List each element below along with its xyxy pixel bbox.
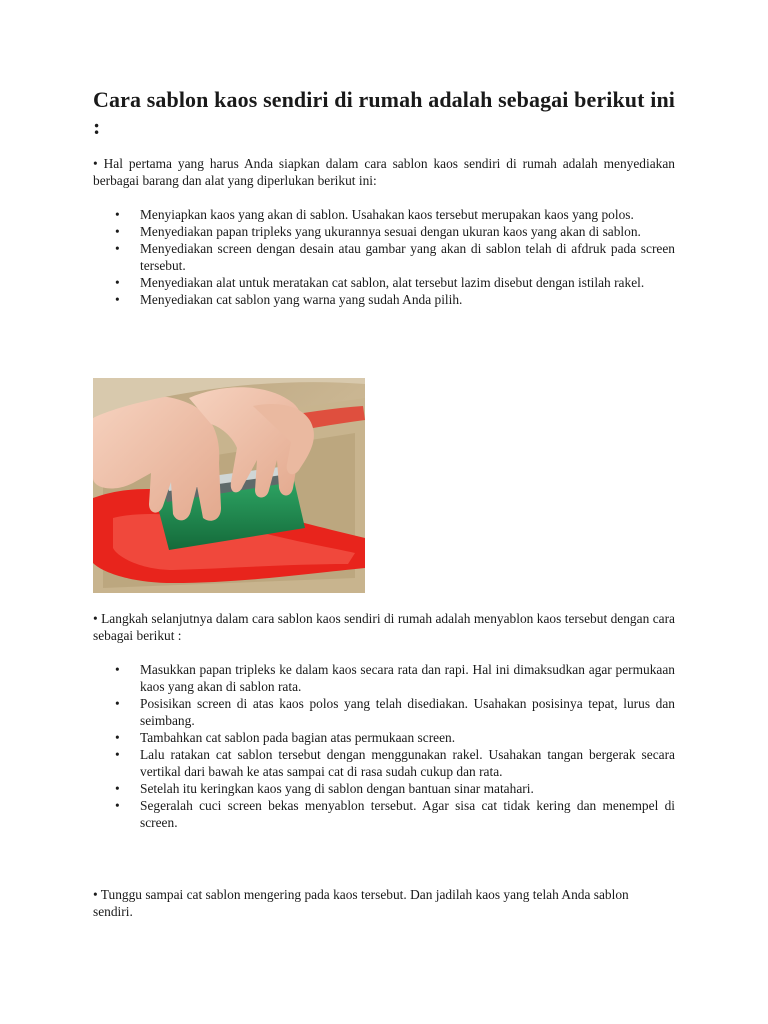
steps-list bbox=[93, 661, 675, 831]
steps-intro-paragraph: • Langkah selanjutnya dalam cara sablon kaos sendiri di rumah adalah menyablon kaos tersebut dengan cara sebagai berikut : bbox=[93, 611, 675, 643]
list-item bbox=[93, 746, 675, 780]
bullet: • bbox=[115, 798, 120, 813]
screen-printing-photo bbox=[93, 378, 365, 593]
list-item-text: Menyediakan papan tripleks yang ukurannya sesuai dengan ukuran kaos yang akan di sablon. bbox=[140, 224, 641, 239]
bullet: • bbox=[115, 241, 120, 256]
list-item bbox=[93, 729, 675, 746]
list-item bbox=[93, 223, 675, 240]
bullet: • bbox=[115, 207, 120, 222]
list-item bbox=[93, 695, 675, 729]
intro-paragraph: • Hal pertama yang harus Anda siapkan dalam cara sablon kaos sendiri di rumah adalah menyediakan berbagai barang dan alat yang diperlukan berikut ini: bbox=[93, 156, 675, 188]
list-item bbox=[93, 240, 675, 274]
page-title: Cara sablon kaos sendiri di rumah adalah sebagai berikut ini : bbox=[93, 87, 675, 139]
list-item-text: Tambahkan cat sablon pada bagian atas permukaan screen. bbox=[140, 730, 456, 745]
list-item bbox=[93, 291, 675, 308]
list-item-text: Posisikan screen di atas kaos polos yang telah disediakan. Usahakan posisinya tepat, lurus dan seimbang. bbox=[140, 696, 675, 728]
bullet: • bbox=[115, 696, 120, 711]
bullet: • bbox=[115, 781, 120, 796]
bullet: • bbox=[115, 747, 120, 762]
list-item bbox=[93, 797, 675, 831]
list-item-text: Menyediakan cat sablon yang warna yang sudah Anda pilih. bbox=[140, 292, 463, 307]
list-item-text: Masukkan papan tripleks ke dalam kaos secara rata dan rapi. Hal ini dimaksudkan agar permukaan kaos yang akan di sablon rata. bbox=[140, 662, 675, 694]
list-item-text: Menyediakan alat untuk meratakan cat sablon, alat tersebut lazim disebut dengan istilah rakel. bbox=[140, 275, 645, 290]
list-item-text: Segeralah cuci screen bekas menyablon tersebut. Agar sisa cat tidak kering dan menempel di screen. bbox=[140, 798, 675, 830]
bullet: • bbox=[115, 292, 120, 307]
materials-list bbox=[93, 206, 675, 308]
list-item bbox=[93, 206, 675, 223]
closing-paragraph: • Tunggu sampai cat sablon mengering pada kaos tersebut. Dan jadilah kaos yang telah Anda sablon sendiri. bbox=[93, 887, 629, 919]
list-item bbox=[93, 661, 675, 695]
screen-printing-illustration bbox=[93, 378, 365, 593]
list-item-text: Lalu ratakan cat sablon tersebut dengan menggunakan rakel. Usahakan tangan bergerak secara vertikal dari bawah ke atas sampai cat di rasa sudah cukup dan rata. bbox=[140, 747, 675, 779]
list-item-text: Setelah itu keringkan kaos yang di sablon dengan bantuan sinar matahari. bbox=[140, 781, 534, 796]
bullet: • bbox=[115, 730, 120, 745]
bullet: • bbox=[115, 275, 120, 290]
bullet: • bbox=[115, 224, 120, 239]
list-item-text: Menyediakan screen dengan desain atau gambar yang akan di sablon telah di afdruk pada screen tersebut. bbox=[140, 241, 675, 273]
list-item-text: Menyiapkan kaos yang akan di sablon. Usahakan kaos tersebut merupakan kaos yang polos. bbox=[140, 207, 634, 222]
list-item bbox=[93, 274, 675, 291]
bullet: • bbox=[115, 662, 120, 677]
list-item bbox=[93, 780, 675, 797]
